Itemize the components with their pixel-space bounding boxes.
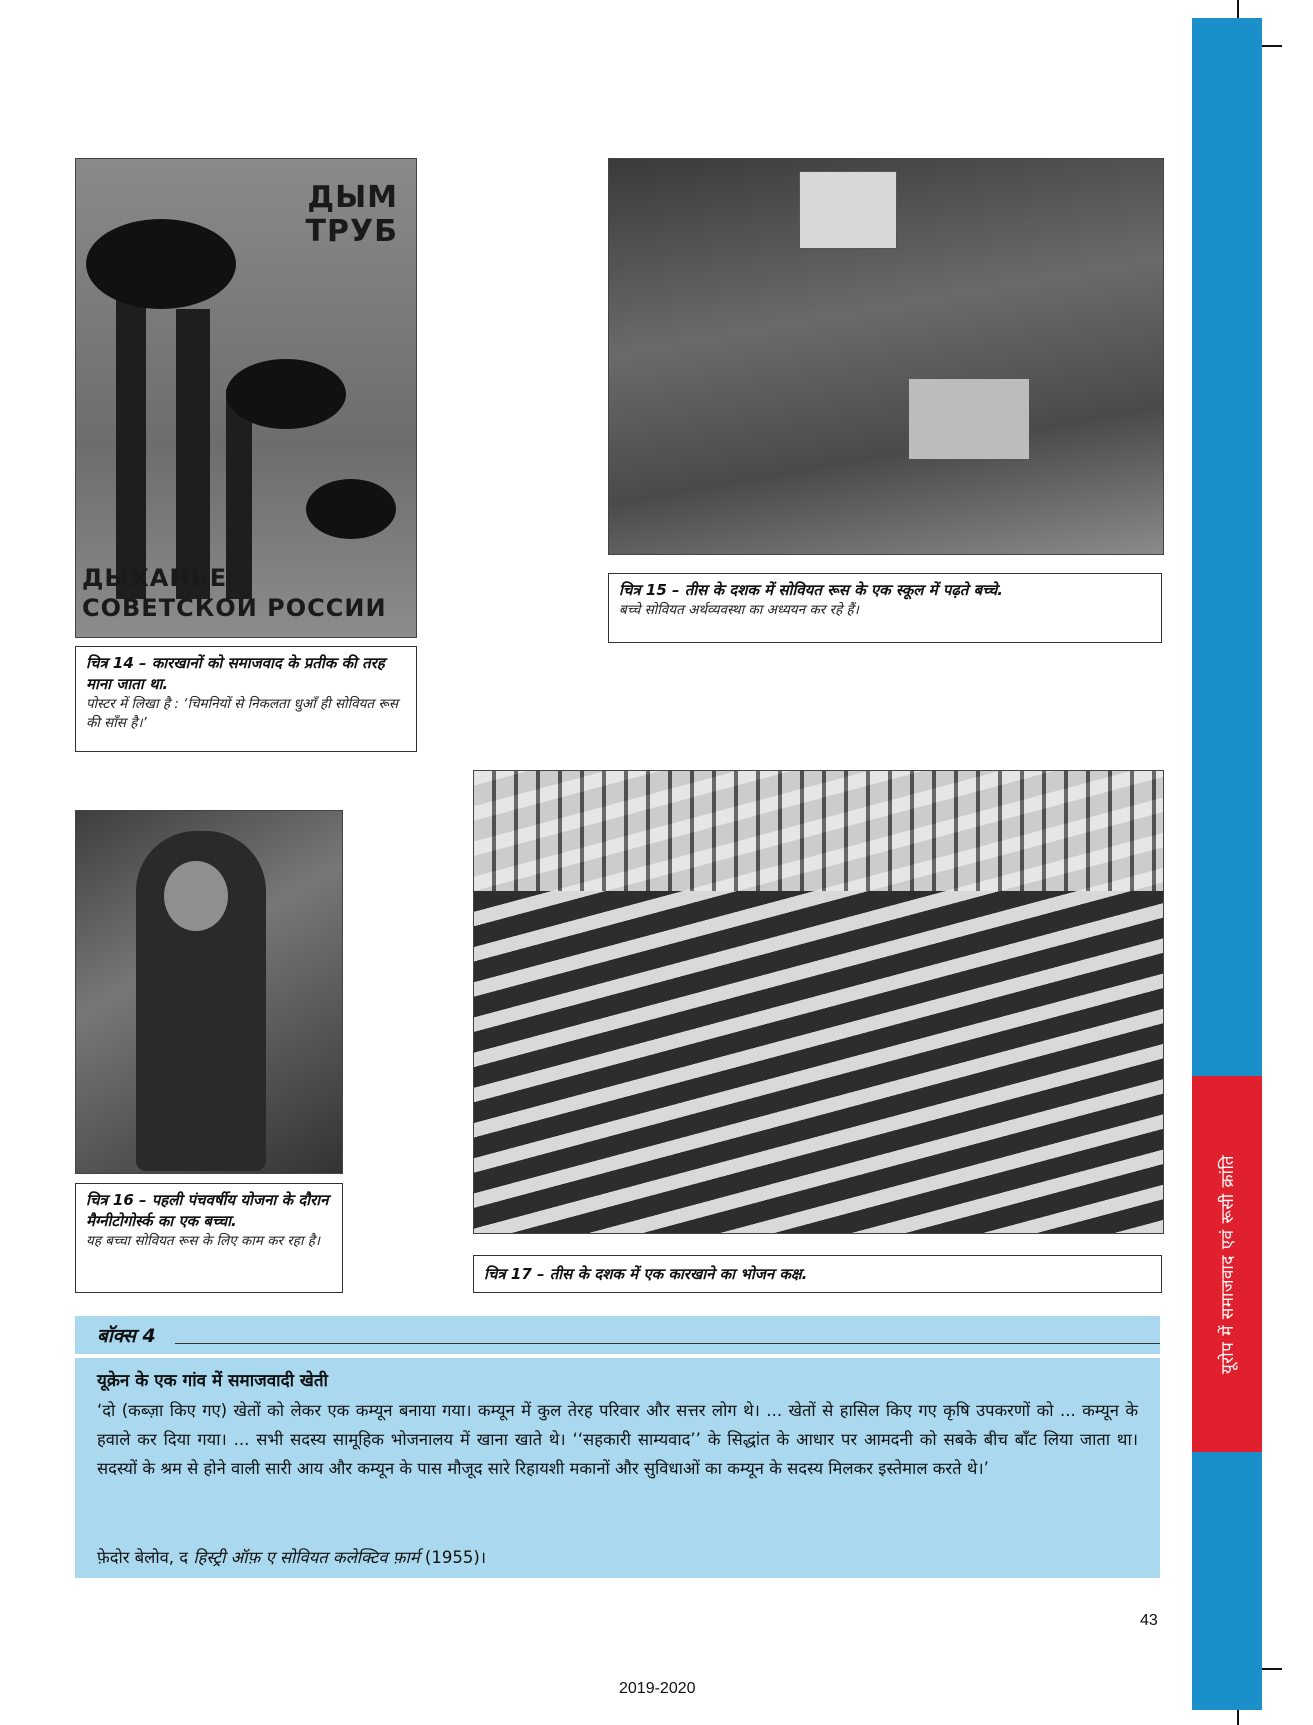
smoke-shape xyxy=(86,219,236,309)
crop-mark-bottom-right xyxy=(1262,1668,1282,1670)
fig16-caption-title: चित्र 16 – पहली पंचवर्षीय योजना के दौरान मैग्नीटोगोर्स्क का एक बच्चा. xyxy=(86,1191,329,1230)
box4-header xyxy=(75,1316,1160,1354)
box4-body xyxy=(75,1358,1160,1578)
fig17-caption xyxy=(473,1255,1162,1293)
fig14-caption-desc: पोस्टर में लिखा है : ‘चिमनियों से निकलता धुआँ ही सोवियत रूस की साँस है।’ xyxy=(86,696,399,731)
chimney-shape xyxy=(176,309,210,599)
box4-source-year: (1955)। xyxy=(419,1548,487,1567)
smoke-shape xyxy=(226,359,346,429)
fig16-caption-desc: यह बच्चा सोवियत रूस के लिए काम कर रहा है। xyxy=(86,1233,321,1249)
fig14-caption-title: चित्र 14 – कारखानों को समाजवाद के प्रतीक की तरह माना जाता था. xyxy=(86,654,385,693)
box4-source-title: हिस्ट्री ऑफ़ ए सोवियत कलेक्टिव फ़ार्म xyxy=(193,1548,420,1567)
fig14-poster-bottom-text: ДЫХАНЬЕ СОВЕТСКОЙ РОССИИ xyxy=(82,564,387,622)
box4-source xyxy=(97,1545,486,1568)
child-face xyxy=(164,861,228,931)
fig16-child-image xyxy=(75,810,343,1174)
fig16-caption xyxy=(75,1183,343,1293)
side-tab-label-wrap xyxy=(1192,1076,1262,1452)
box4-label: बॉक्स 4 xyxy=(97,1325,156,1347)
smoke-shape xyxy=(306,479,396,539)
hall-windows xyxy=(474,771,1163,891)
classroom-table xyxy=(909,379,1029,459)
box4-text: ‘दो (कब्ज़ा किए गए) खेतों को लेकर एक कम्यून बनाया गया। कम्यून में कुल तेरह परिवार और सत्तर लोग थे। ... खेतों से हासिल किए गए कृषि उपकरणों को ... कम्यून के हवाले कर दिया गया। ... सभी सदस्य सामूहिक भोजनालय में खाना खाते थे। ‘‘सहकारी साम्यवाद’’ के सिद्धांत के आधार पर आमदनी को सबके बीच बाँट लिया जाता था। सदस्यों के श्रम से होने वाली सारी आय और कम्यून के पास मौजूद सारे रिहायशी मकानों और सुविधाओं का कम्यून के सदस्य मिलकर इस्तेमाल करते थे।’ xyxy=(97,1401,1138,1478)
box4-rule xyxy=(175,1343,1160,1344)
fig15-caption-desc: बच्चे सोवियत अर्थव्यवस्था का अध्ययन कर रहे हैं। xyxy=(619,602,859,618)
fig14-caption xyxy=(75,646,417,752)
fig15-caption-title: चित्र 15 – तीस के दशक में सोवियत रूस के एक स्कूल में पढ़ते बच्चे. xyxy=(619,581,1004,599)
fig17-dining-hall-image xyxy=(473,770,1164,1234)
fig15-classroom-image xyxy=(608,158,1164,555)
fig17-caption-title: चित्र 17 – तीस के दशक में एक कारखाने का भोजन कक्ष. xyxy=(484,1265,808,1283)
footer-year: 2019-2020 xyxy=(619,1680,696,1697)
crop-mark-top xyxy=(1237,0,1239,18)
page-number: 43 xyxy=(1140,1612,1158,1629)
box4-source-author: फ़ेदोर बेलोव, द xyxy=(97,1548,194,1567)
fig14-poster-image xyxy=(75,158,417,638)
box4-title: यूक्रेन के एक गांव में समाजवादी खेती xyxy=(97,1371,328,1391)
side-tab-label: यूरोप में समाजवाद एवं रूसी क्रांति xyxy=(1218,1154,1239,1374)
wall-chart xyxy=(799,171,897,249)
fig15-caption xyxy=(608,573,1162,643)
chimney-shape xyxy=(116,279,146,599)
side-tab-blue xyxy=(1192,18,1262,1710)
crop-mark-bottom xyxy=(1237,1708,1239,1725)
fig14-poster-top-text: ДЫМ ТРУБ xyxy=(305,180,398,249)
crop-mark-top-right xyxy=(1262,45,1282,47)
